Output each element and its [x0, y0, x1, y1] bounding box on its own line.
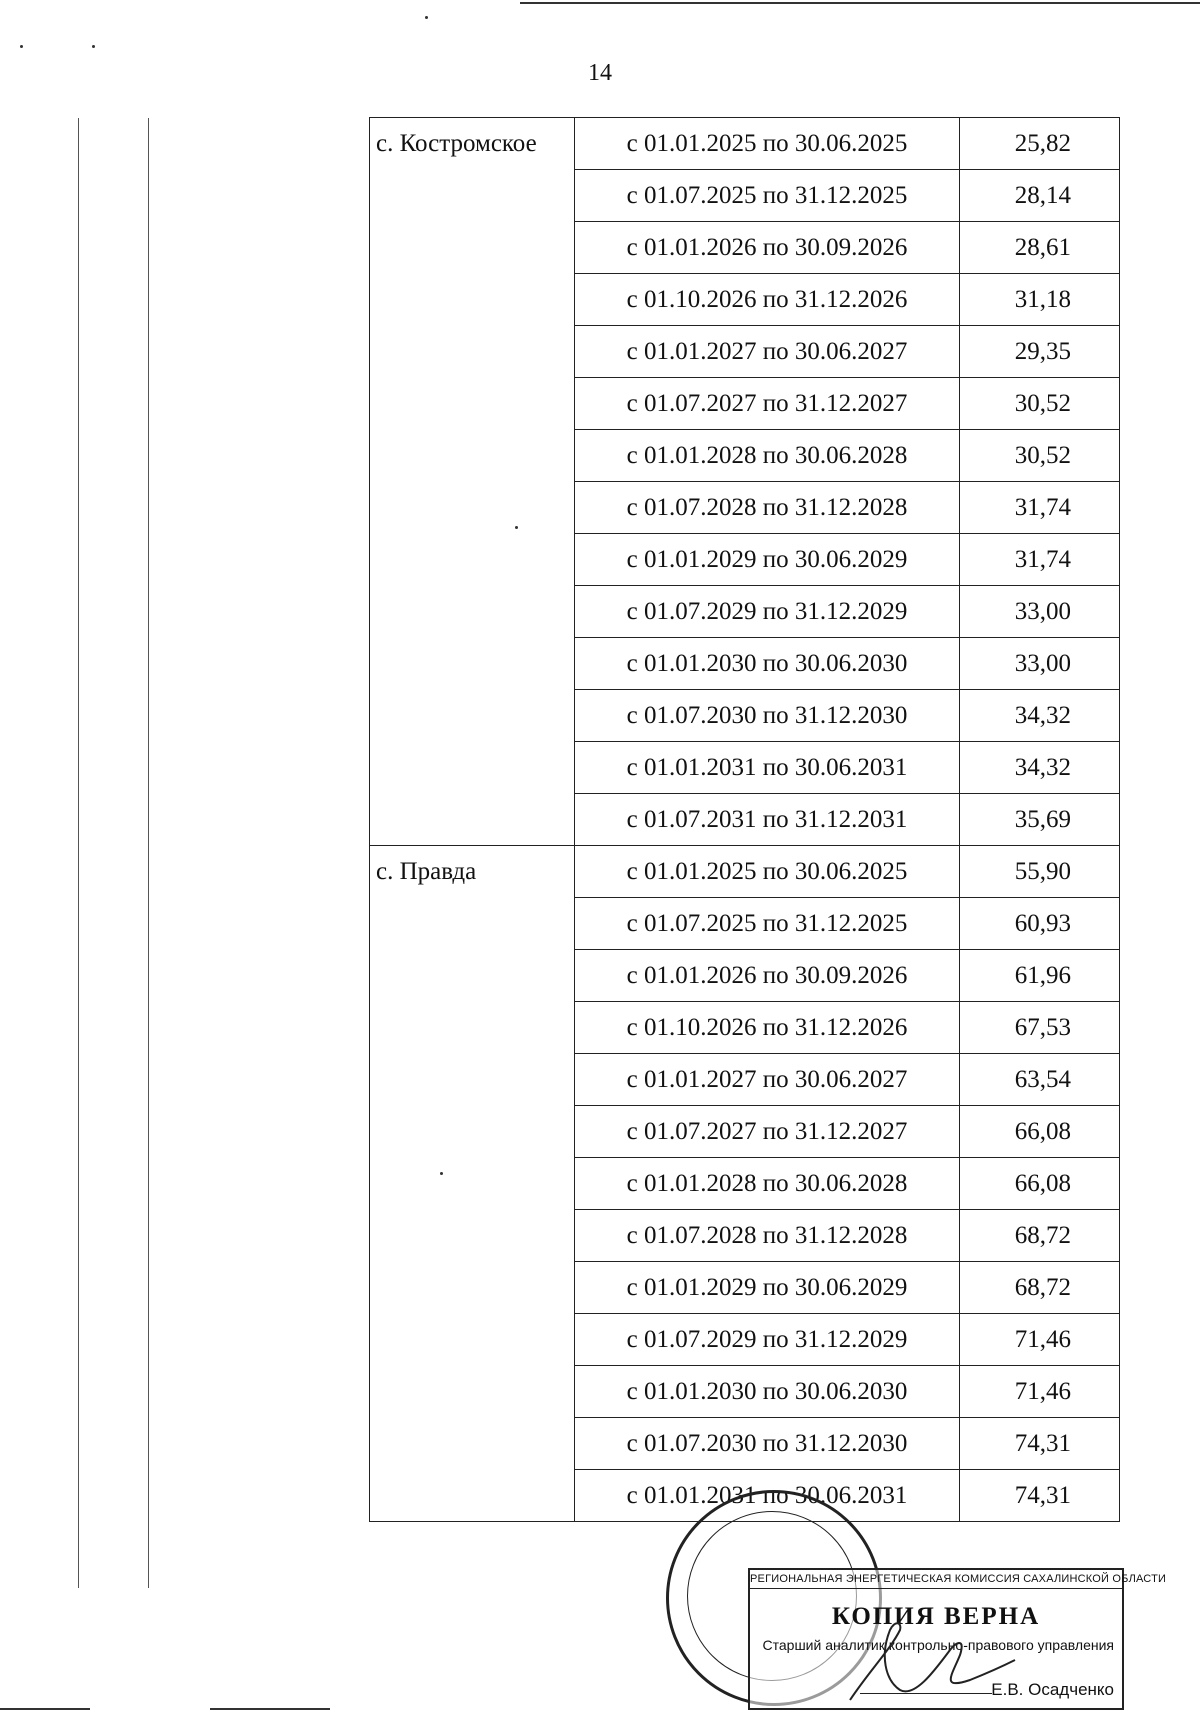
tariff-value-cell: 74,31: [960, 1470, 1120, 1522]
tariff-value-cell: 71,46: [960, 1366, 1120, 1418]
period-cell: с 01.01.2029 по 30.06.2029: [575, 1262, 960, 1314]
tariff-value-cell: 30,52: [960, 430, 1120, 482]
bottom-edge-rule: [0, 1708, 90, 1710]
stamp-signatory: Е.В. Осадченко: [991, 1680, 1114, 1699]
tariff-value-cell: 31,74: [960, 482, 1120, 534]
tariff-value-cell: 29,35: [960, 326, 1120, 378]
tariff-value-cell: 35,69: [960, 794, 1120, 846]
tariff-value-cell: 60,93: [960, 898, 1120, 950]
tariff-value-cell: 34,32: [960, 690, 1120, 742]
tariff-value-cell: 66,08: [960, 1106, 1120, 1158]
tariff-value-cell: 28,14: [960, 170, 1120, 222]
tariff-value-cell: 74,31: [960, 1418, 1120, 1470]
tariff-value-cell: 33,00: [960, 638, 1120, 690]
table-row: [370, 118, 1120, 170]
settlement-cell: с. Правда: [370, 846, 575, 1522]
tariff-value-cell: 34,32: [960, 742, 1120, 794]
tariff-value-cell: 67,53: [960, 1002, 1120, 1054]
tariff-value-cell: 63,54: [960, 1054, 1120, 1106]
stamp-organization: РЕГИОНАЛЬНАЯ ЭНЕРГЕТИЧЕСКАЯ КОМИССИЯ САХАЛИНСКОЙ ОБЛАСТИ: [750, 1573, 1122, 1589]
top-edge-rule: [520, 2, 1200, 4]
period-cell: с 01.07.2028 по 31.12.2028: [575, 1210, 960, 1262]
period-cell: с 01.01.2026 по 30.09.2026: [575, 950, 960, 1002]
period-cell: с 01.01.2028 по 30.06.2028: [575, 1158, 960, 1210]
period-cell: с 01.10.2026 по 31.12.2026: [575, 274, 960, 326]
period-cell: с 01.01.2028 по 30.06.2028: [575, 430, 960, 482]
period-cell: с 01.01.2031 по 30.06.2031: [575, 1470, 960, 1522]
period-cell: с 01.07.2028 по 31.12.2028: [575, 482, 960, 534]
tariff-value-cell: 33,00: [960, 586, 1120, 638]
period-cell: с 01.01.2025 по 30.06.2025: [575, 846, 960, 898]
tariff-value-cell: 55,90: [960, 846, 1120, 898]
period-cell: с 01.07.2030 по 31.12.2030: [575, 690, 960, 742]
settlement-cell: с. Костромское: [370, 118, 575, 846]
tariff-value-cell: 28,61: [960, 222, 1120, 274]
period-cell: с 01.07.2027 по 31.12.2027: [575, 1106, 960, 1158]
period-cell: с 01.07.2030 по 31.12.2030: [575, 1418, 960, 1470]
period-cell: с 01.01.2030 по 30.06.2030: [575, 638, 960, 690]
tariff-value-cell: 68,72: [960, 1262, 1120, 1314]
tariff-value-cell: 31,74: [960, 534, 1120, 586]
table-row: [370, 846, 1120, 898]
tariff-value-cell: 31,18: [960, 274, 1120, 326]
period-cell: с 01.01.2025 по 30.06.2025: [575, 118, 960, 170]
period-cell: с 01.01.2027 по 30.06.2027: [575, 1054, 960, 1106]
period-cell: с 01.07.2031 по 31.12.2031: [575, 794, 960, 846]
period-cell: с 01.01.2030 по 30.06.2030: [575, 1366, 960, 1418]
period-cell: с 01.07.2029 по 31.12.2029: [575, 586, 960, 638]
tariff-table-body: [370, 118, 1120, 1522]
period-cell: с 01.07.2029 по 31.12.2029: [575, 1314, 960, 1366]
margin-line: [148, 118, 149, 1588]
margin-line: [78, 118, 79, 1588]
period-cell: с 01.10.2026 по 31.12.2026: [575, 1002, 960, 1054]
period-cell: с 01.01.2026 по 30.09.2026: [575, 222, 960, 274]
period-cell: с 01.07.2027 по 31.12.2027: [575, 378, 960, 430]
tariff-value-cell: 61,96: [960, 950, 1120, 1002]
period-cell: с 01.07.2025 по 31.12.2025: [575, 898, 960, 950]
handwritten-signature: [840, 1610, 1020, 1710]
tariff-value-cell: 68,72: [960, 1210, 1120, 1262]
stamp-title: КОПИЯ ВЕРНА: [831, 1603, 1041, 1630]
tariff-value-cell: 30,52: [960, 378, 1120, 430]
tariff-value-cell: 25,82: [960, 118, 1120, 170]
period-cell: с 01.01.2029 по 30.06.2029: [575, 534, 960, 586]
period-cell: с 01.07.2025 по 31.12.2025: [575, 170, 960, 222]
period-cell: с 01.01.2027 по 30.06.2027: [575, 326, 960, 378]
tariff-table: [369, 117, 1120, 1522]
page-number: 14: [588, 60, 612, 86]
stamp-position: Старший аналитик контрольно-правового управления: [762, 1637, 1114, 1653]
period-cell: с 01.01.2031 по 30.06.2031: [575, 742, 960, 794]
tariff-value-cell: 71,46: [960, 1314, 1120, 1366]
bottom-edge-rule: [210, 1708, 330, 1710]
tariff-value-cell: 66,08: [960, 1158, 1120, 1210]
